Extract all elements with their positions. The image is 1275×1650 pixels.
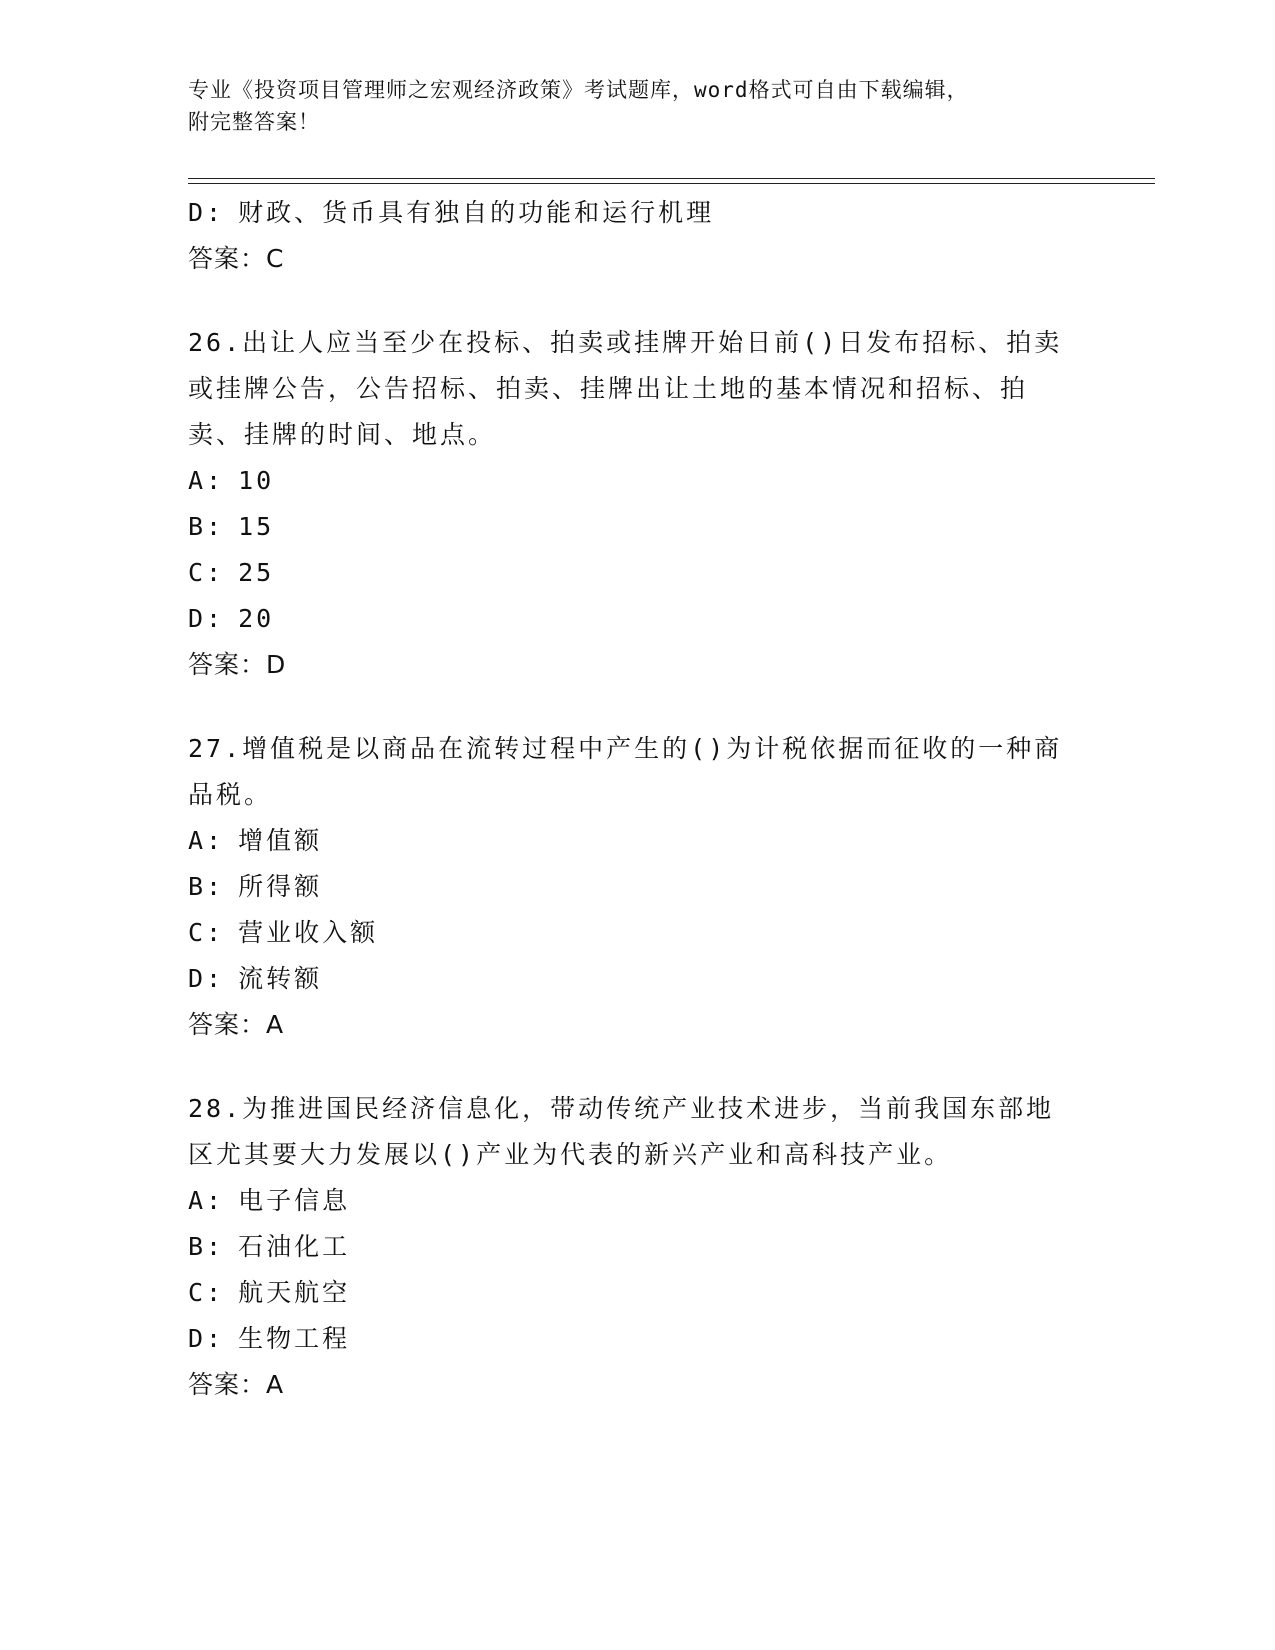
option-text: 财政、货币具有独自的功能和运行机理 <box>238 198 715 227</box>
option-key: A: <box>188 466 225 495</box>
option-text: 10 <box>238 466 275 495</box>
option-key: D: <box>188 964 225 993</box>
option-key: C: <box>188 1278 225 1307</box>
option-text: 流转额 <box>238 964 323 993</box>
option-key: B: <box>188 512 225 541</box>
option-text: 增值额 <box>238 826 323 855</box>
question-text-line: 28.为推进国民经济信息化，带动传统产业技术进步，当前我国东部地 <box>188 1094 1055 1123</box>
answer-line: 答案：C <box>188 244 285 273</box>
option-key: A: <box>188 826 225 855</box>
option-b <box>188 864 1088 910</box>
question-text-line: 27.增值税是以商品在流转过程中产生的()为计税依据而征收的一种商 <box>188 734 1063 763</box>
option-c <box>188 550 1088 596</box>
document-header <box>188 74 1088 138</box>
option-text: 电子信息 <box>238 1186 351 1215</box>
option-text: 15 <box>238 512 275 541</box>
header-line-2: 附完整答案！ <box>188 110 320 134</box>
option-c <box>188 1270 1088 1316</box>
question-28 <box>188 1086 1088 1408</box>
question-text-line: 区尤其要大力发展以()产业为代表的新兴产业和高科技产业。 <box>188 1140 953 1169</box>
option-text: 航天航空 <box>238 1278 351 1307</box>
question-27 <box>188 726 1088 1048</box>
option-key: B: <box>188 872 225 901</box>
question-list <box>188 190 1088 1408</box>
option-d <box>188 596 1088 642</box>
option-key: D: <box>188 604 225 633</box>
option-text: 营业收入额 <box>238 918 379 947</box>
option-key: D: <box>188 198 225 227</box>
option-a <box>188 458 1088 504</box>
answer-line: 答案：A <box>188 1010 285 1039</box>
answer-line: 答案：D <box>188 650 287 679</box>
option-key: A: <box>188 1186 225 1215</box>
option-b <box>188 1224 1088 1270</box>
option-d <box>188 956 1088 1002</box>
question-text-line: 卖、挂牌的时间、地点。 <box>188 420 497 449</box>
header-divider-top <box>188 178 1155 179</box>
option-text: 石油化工 <box>238 1232 351 1261</box>
option-c <box>188 910 1088 956</box>
question-text-line: 26.出让人应当至少在投标、拍卖或挂牌开始日前()日发布招标、拍卖 <box>188 328 1063 357</box>
option-text: 20 <box>238 604 275 633</box>
option-key: B: <box>188 1232 225 1261</box>
option-key: C: <box>188 918 225 947</box>
question-text-line: 品税。 <box>188 780 273 809</box>
option-text: 生物工程 <box>238 1324 351 1353</box>
option-a <box>188 818 1088 864</box>
option-a <box>188 1178 1088 1224</box>
answer-line: 答案：A <box>188 1370 285 1399</box>
previous-question-tail <box>188 190 1088 282</box>
option-d <box>188 190 1088 236</box>
option-b <box>188 504 1088 550</box>
header-line-1: 专业《投资项目管理师之宏观经济政策》考试题库，word格式可自由下载编辑， <box>188 78 969 102</box>
option-key: C: <box>188 558 225 587</box>
question-26 <box>188 320 1088 688</box>
header-divider-bottom <box>188 183 1155 184</box>
option-text: 25 <box>238 558 275 587</box>
option-key: D: <box>188 1324 225 1353</box>
option-d <box>188 1316 1088 1362</box>
option-text: 所得额 <box>238 872 323 901</box>
question-text-line: 或挂牌公告，公告招标、拍卖、挂牌出让土地的基本情况和招标、拍 <box>188 374 1029 403</box>
